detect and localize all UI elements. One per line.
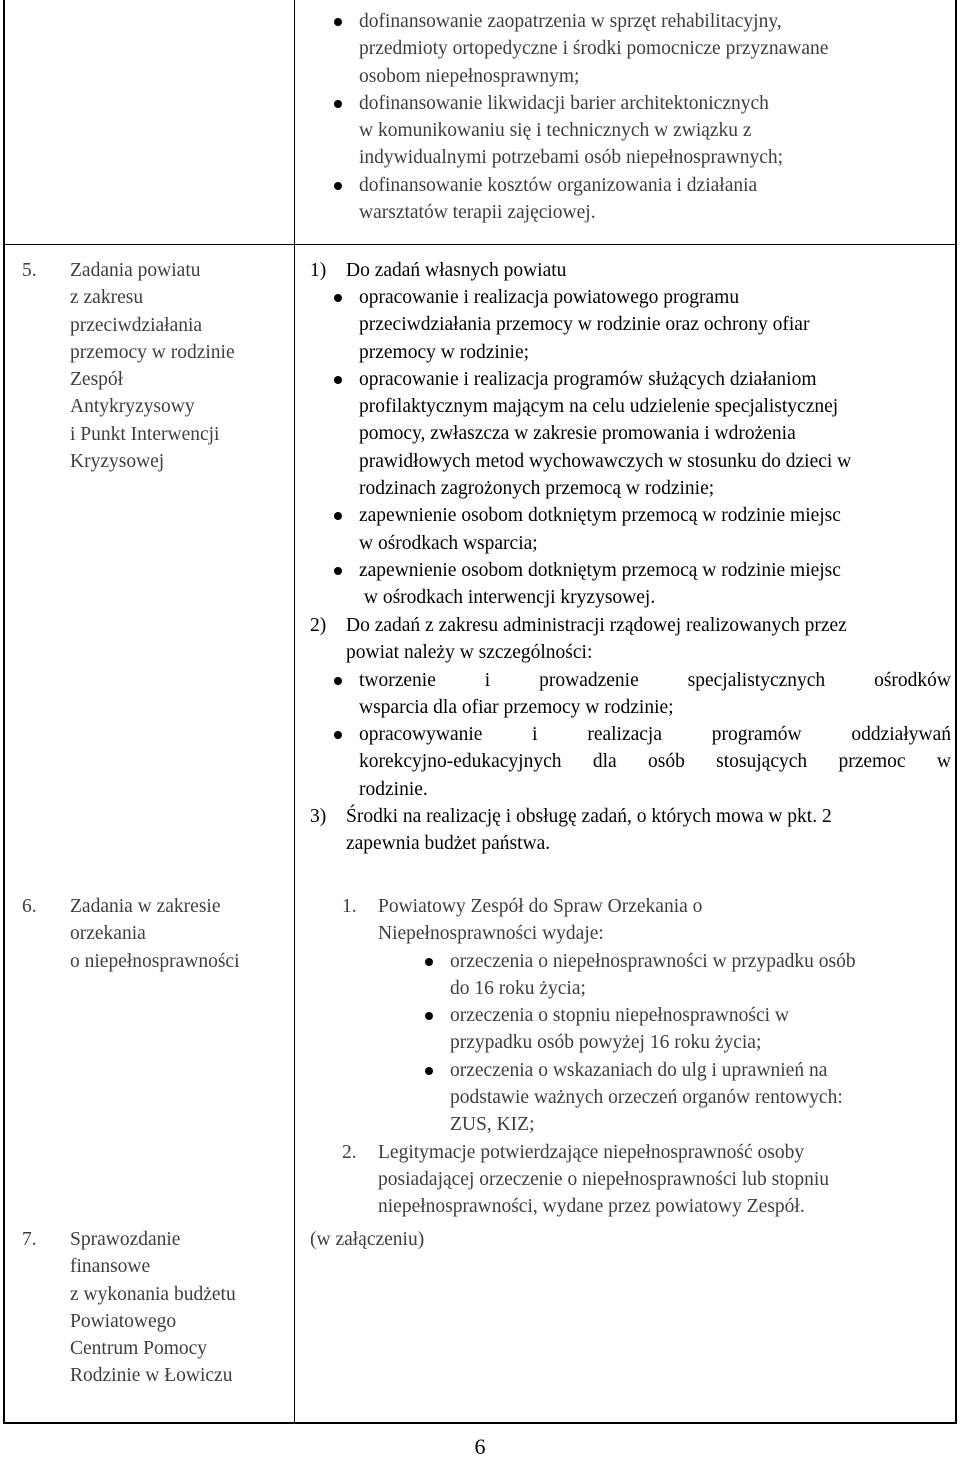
bullet-icon — [334, 731, 342, 739]
top-bullet-list — [359, 8, 939, 226]
list-item: opracowanie i realizacja programów służących działaniom profilaktycznym mającym na celu udzielenie specjalistycznej pomocy, zwłaszcza w zakresie promowania i wdrożenia prawidłowych metod wychowawczych w stosunku do dzieci w rodzinach zagrożonych przemocą w rodzinie; — [359, 366, 944, 502]
page-number: 6 — [474, 1434, 486, 1459]
numbered-item: 1. Powiatowy Zespół do Spraw Orzekania o Niepełnosprawności wydaje: — [342, 896, 703, 945]
list-item: dofinansowanie kosztów organizowania i działania warsztatów terapii zajęciowej. — [359, 172, 939, 227]
bullet-icon — [334, 567, 342, 575]
bullet-icon — [425, 1067, 433, 1075]
row6-content — [342, 893, 942, 1221]
section1-list — [359, 284, 944, 612]
section2-list — [359, 667, 951, 803]
row5-content — [310, 257, 950, 858]
row-number: 5. — [22, 260, 37, 281]
column-divider — [294, 0, 295, 1422]
list-item: zapewnienie osobom dotkniętym przemocą w rodzinie miejsc w ośrodkach interwencji kryzysowej. — [359, 557, 944, 612]
bullet-icon — [425, 1012, 433, 1020]
row7-content: (w załączeniu) — [310, 1229, 425, 1250]
p1-list — [450, 948, 940, 1139]
section-heading: 2) Do zadań z zakresu administracji rządowej realizowanych przez powiat należy w szczególności: — [310, 614, 847, 663]
row-title: Zadania w zakresie orzekania o niepełnosprawności — [70, 896, 240, 972]
numbered-item: 2. Legitymacje potwierdzające niepełnosprawność osoby posiadającej orzeczenie o niepełnosprawności lub stopniu niepełnosprawności, wydane przez powiatowy Zespół. — [342, 1141, 830, 1218]
list-item: dofinansowanie zaopatrzenia w sprzęt rehabilitacyjny, przedmioty ortopedyczne i środki pomocnicze przyznawane osobom niepełnosprawnym; — [359, 8, 939, 90]
list-item: opracowanie i realizacja powiatowego programu przeciwdziałania przemocy w rodzinie oraz ochrony ofiar przemocy w rodzinie; — [359, 284, 944, 366]
section-heading: 3) Środki na realizację i obsługę zadań, o których mowa w pkt. 2 zapewnia budżet państwa. — [310, 806, 832, 855]
bullet-icon — [334, 182, 342, 190]
row-title: Zadania powiatu z zakresu przeciwdziałania przemocy w rodzinie Zespół Antykryzysowy i Punkt Interwencji Kryzysowej — [70, 260, 235, 473]
list-item: orzeczenia o stopniu niepełnosprawności w przypadku osób powyżej 16 roku życia; — [450, 1002, 940, 1057]
row-number: 7. — [22, 1229, 37, 1250]
bullet-icon — [334, 677, 342, 685]
list-item: zapewnienie osobom dotkniętym przemocą w rodzinie miejsc w ośrodkach wsparcia; — [359, 502, 944, 557]
bullet-icon — [334, 294, 342, 302]
bullet-icon — [425, 958, 433, 966]
list-item: orzeczenia o niepełnosprawności w przypadku osób do 16 roku życia; — [450, 948, 940, 1003]
list-item: tworzenie i prowadzenie specjalistycznych ośrodków wsparcia dla ofiar przemocy w rodzinie; — [359, 667, 951, 722]
row-title: Sprawozdanie finansowe z wykonania budżetu Powiatowego Centrum Pomocy Rodzinie w Łowiczu — [70, 1229, 236, 1387]
row-number: 6. — [22, 896, 37, 917]
bullet-icon — [334, 18, 342, 26]
bullet-icon — [334, 512, 342, 520]
bullet-icon — [334, 100, 342, 108]
list-item: orzeczenia o wskazaniach do ulg i uprawnień na podstawie ważnych orzeczeń organów rentowych: ZUS, KIZ; — [450, 1057, 940, 1139]
bullet-icon — [334, 376, 342, 384]
row-divider — [5, 244, 955, 245]
list-item: dofinansowanie likwidacji barier architektonicznych w komunikowaniu się i technicznych w związku z indywidualnymi potrzebami osób niepełnosprawnych; — [359, 90, 939, 172]
list-item: opracowywanie i realizacja programów oddziaływań korekcyjno-edukacyjnych dla osób stosujących przemoc w rodzinie. — [359, 721, 951, 803]
section-heading: 1) Do zadań własnych powiatu — [310, 260, 567, 281]
